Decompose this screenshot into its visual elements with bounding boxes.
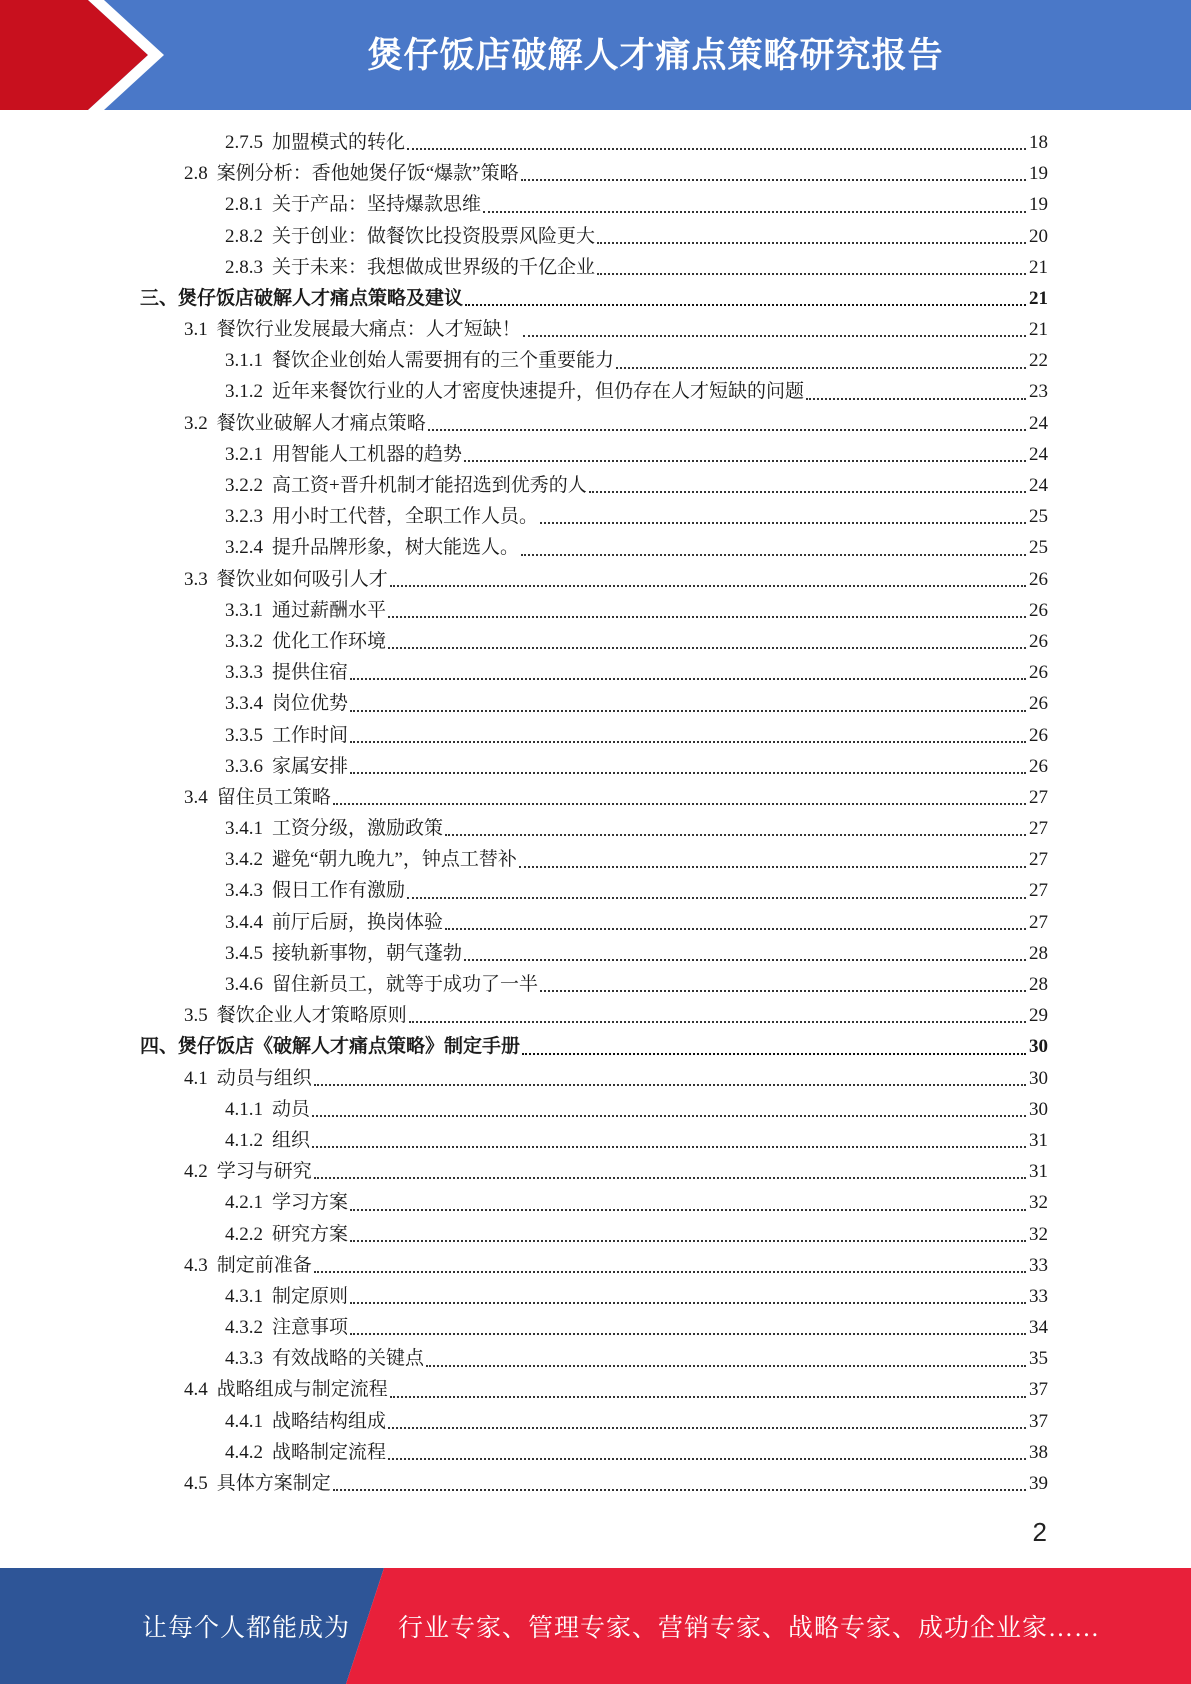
toc-entry-page: 31 xyxy=(1029,1161,1048,1183)
toc-entry[interactable] xyxy=(140,969,1048,1000)
toc-entry-title: 工作时间 xyxy=(272,724,349,746)
toc-entry-page: 26 xyxy=(1029,568,1048,590)
toc-dot-leader xyxy=(616,367,1026,369)
toc-entry[interactable] xyxy=(140,1094,1048,1125)
toc-dot-leader xyxy=(445,834,1026,836)
toc-entry-title: 前厅后厨，换岗体验 xyxy=(272,911,444,933)
toc-entry[interactable] xyxy=(140,314,1048,345)
toc-entry-title: 工资分级，激励政策 xyxy=(272,818,444,840)
toc-entry-page: 27 xyxy=(1029,911,1048,933)
toc-entry-number: 3.3 xyxy=(184,568,208,590)
toc-entry[interactable] xyxy=(140,1375,1048,1406)
toc-entry-title: 动员 xyxy=(272,1098,311,1120)
toc-entry[interactable] xyxy=(140,1031,1048,1062)
toc-entry-number: 4.1.2 xyxy=(225,1129,263,1151)
toc-entry-title: 具体方案制定 xyxy=(216,1473,331,1495)
toc-dot-leader xyxy=(314,1084,1026,1086)
toc-entry-number: 2.8.3 xyxy=(225,256,263,278)
toc-entry-title: 学习与研究 xyxy=(216,1161,312,1183)
toc-dot-leader xyxy=(333,1489,1026,1491)
toc-dot-leader xyxy=(597,242,1026,244)
toc-dot-leader xyxy=(350,772,1026,774)
toc-dot-leader xyxy=(409,1021,1026,1023)
toc-entry-number: 3.1.2 xyxy=(225,381,263,403)
toc-entry-page: 25 xyxy=(1029,506,1048,528)
toc-entry-title: 餐饮行业发展最大痛点：人才短缺！ xyxy=(216,319,521,341)
toc-entry-number: 3.2 xyxy=(184,412,208,434)
toc-entry-number: 3.3.1 xyxy=(225,599,263,621)
toc-entry-number: 3.1 xyxy=(184,319,208,341)
toc-entry-page: 30 xyxy=(1029,1036,1048,1058)
toc-entry-page: 19 xyxy=(1029,163,1048,185)
toc-entry-title: 假日工作有激励 xyxy=(272,880,406,902)
toc-entry[interactable] xyxy=(140,532,1048,563)
footer-banner xyxy=(0,1568,1191,1684)
toc-entry[interactable] xyxy=(140,813,1048,844)
toc-entry-number: 4.3.1 xyxy=(225,1285,263,1307)
toc-dot-leader xyxy=(521,179,1026,181)
toc-entry-title: 接轨新事物，朝气蓬勃 xyxy=(272,942,463,964)
toc-entry[interactable] xyxy=(140,595,1048,626)
toc-entry-number: 4.5 xyxy=(184,1473,208,1495)
toc-entry-page: 35 xyxy=(1029,1348,1048,1370)
toc-entry-number: 4.2 xyxy=(184,1161,208,1183)
toc-entry[interactable] xyxy=(140,189,1048,220)
toc-entry-number: 3.3.6 xyxy=(225,755,263,777)
toc-entry-title: 战略组成与制定流程 xyxy=(216,1379,388,1401)
toc-entry-page: 37 xyxy=(1029,1379,1048,1401)
toc-entry-number: 3.4.1 xyxy=(225,818,263,840)
toc-entry[interactable] xyxy=(140,564,1048,595)
toc-entry-number: 3.2.3 xyxy=(225,506,263,528)
toc-entry-title: 战略结构组成 xyxy=(272,1410,387,1432)
toc-entry-page: 39 xyxy=(1029,1473,1048,1495)
toc-entry-title: 近年来餐饮行业的人才密度快速提升，但仍存在人才短缺的问题 xyxy=(272,381,805,403)
toc-entry-title: 用智能人工机器的趋势 xyxy=(272,443,463,465)
toc-entry-number: 4.4 xyxy=(184,1379,208,1401)
toc-entry[interactable] xyxy=(140,1125,1048,1156)
toc-entry-number: 3.4.6 xyxy=(225,974,263,996)
toc-entry[interactable] xyxy=(140,1281,1048,1312)
toc-entry-number: 2.8 xyxy=(184,163,208,185)
toc-dot-leader xyxy=(589,491,1026,493)
toc-entry-page: 27 xyxy=(1029,849,1048,871)
toc-dot-leader xyxy=(465,304,1026,306)
toc-entry-number: 3.4.3 xyxy=(225,880,263,902)
toc-entry-title: 留住新员工，就等于成功了一半 xyxy=(272,974,539,996)
toc-entry[interactable] xyxy=(140,1187,1048,1218)
toc-entry-number: 4.2.1 xyxy=(225,1192,263,1214)
toc-entry-page: 30 xyxy=(1029,1067,1048,1089)
toc-dot-leader xyxy=(428,429,1026,431)
toc-entry-number: 4.4.2 xyxy=(225,1441,263,1463)
toc-entry[interactable] xyxy=(140,907,1048,938)
toc-dot-leader xyxy=(314,1177,1026,1179)
toc-entry-page: 24 xyxy=(1029,443,1048,465)
toc-entry-page: 34 xyxy=(1029,1317,1048,1339)
toc-entry[interactable] xyxy=(140,345,1048,376)
toc-entry[interactable] xyxy=(140,782,1048,813)
toc-entry-title: 制定原则 xyxy=(272,1285,349,1307)
toc-dot-leader xyxy=(597,273,1026,275)
toc-entry[interactable] xyxy=(140,751,1048,782)
toc-entry-page: 31 xyxy=(1029,1129,1048,1151)
toc-entry[interactable] xyxy=(140,1437,1048,1468)
toc-entry-title: 餐饮业如何吸引人才 xyxy=(216,568,388,590)
toc-entry[interactable] xyxy=(140,938,1048,969)
toc-entry-page: 18 xyxy=(1029,131,1048,153)
toc-entry-page: 20 xyxy=(1029,225,1048,247)
header-banner xyxy=(0,0,1191,110)
toc-entry-number: 3.1.1 xyxy=(225,350,263,372)
toc-entry-page: 24 xyxy=(1029,412,1048,434)
toc-entry-title: 餐饮企业人才策略原则 xyxy=(216,1005,407,1027)
toc-entry-title: 提供住宿 xyxy=(272,662,349,684)
toc-entry-title: 岗位优势 xyxy=(272,693,349,715)
toc-entry-number: 2.8.2 xyxy=(225,225,263,247)
toc-dot-leader xyxy=(483,211,1026,213)
toc-entry[interactable] xyxy=(140,1063,1048,1094)
toc-entry-page: 33 xyxy=(1029,1285,1048,1307)
toc-entry-number: 4.1 xyxy=(184,1067,208,1089)
toc-entry[interactable] xyxy=(140,1219,1048,1250)
toc-entry-page: 32 xyxy=(1029,1223,1048,1245)
toc-entry-title: 研究方案 xyxy=(272,1223,349,1245)
toc-entry-title: 关于未来：我想做成世界级的千亿企业 xyxy=(272,256,596,278)
toc-entry[interactable] xyxy=(140,626,1048,657)
toc-entry-page: 26 xyxy=(1029,662,1048,684)
toc-dot-leader xyxy=(388,1427,1026,1429)
toc-entry[interactable] xyxy=(140,844,1048,875)
toc-entry-page: 38 xyxy=(1029,1441,1048,1463)
toc-entry-number: 3.2.2 xyxy=(225,475,263,497)
toc-dot-leader xyxy=(464,959,1026,961)
toc-entry-page: 29 xyxy=(1029,1005,1048,1027)
toc-entry-title: 提升品牌形象，树大能选人。 xyxy=(272,537,520,559)
toc-entry-page: 26 xyxy=(1029,755,1048,777)
toc-entry[interactable] xyxy=(140,439,1048,470)
toc-entry-number: 4.4.1 xyxy=(225,1410,263,1432)
toc-entry-number: 3.5 xyxy=(184,1005,208,1027)
toc-entry[interactable] xyxy=(140,377,1048,408)
toc-entry-title: 案例分析：香他她煲仔饭“爆款”策略 xyxy=(216,163,519,185)
toc-entry-title: 注意事项 xyxy=(272,1317,349,1339)
toc-entry-number: 3.3.2 xyxy=(225,630,263,652)
toc-entry[interactable] xyxy=(140,1000,1048,1031)
toc-entry-page: 23 xyxy=(1029,381,1048,403)
toc-entry-number: 4.3.3 xyxy=(225,1348,263,1370)
toc-dot-leader xyxy=(314,1271,1026,1273)
toc-entry-number: 4.2.2 xyxy=(225,1223,263,1245)
toc-dot-leader xyxy=(540,990,1026,992)
toc-entry-page: 27 xyxy=(1029,818,1048,840)
toc-entry-page: 21 xyxy=(1029,287,1048,309)
toc-entry-page: 26 xyxy=(1029,599,1048,621)
toc-entry-title: 家属安排 xyxy=(272,755,349,777)
toc-dot-leader xyxy=(350,678,1026,680)
toc-entry-page: 26 xyxy=(1029,724,1048,746)
toc-entry[interactable] xyxy=(140,657,1048,688)
toc-entry-page: 28 xyxy=(1029,974,1048,996)
toc-entry-number: 2.8.1 xyxy=(225,194,263,216)
toc-dot-leader xyxy=(333,803,1026,805)
toc-entry-title: 关于产品：坚持爆款思维 xyxy=(272,194,482,216)
toc-entry[interactable] xyxy=(140,501,1048,532)
toc-entry-title: 组织 xyxy=(272,1129,311,1151)
toc-entry-page: 27 xyxy=(1029,880,1048,902)
toc-entry[interactable] xyxy=(140,127,1048,158)
footer-slogan-left: 让每个人都能成为 xyxy=(142,1615,351,1642)
toc-entry-title: 餐饮企业创始人需要拥有的三个重要能力 xyxy=(272,350,615,372)
toc-entry-page: 26 xyxy=(1029,630,1048,652)
toc-entry-title: 优化工作环境 xyxy=(272,630,387,652)
toc-dot-leader xyxy=(350,1240,1026,1242)
toc-entry-title: 用小时工代替，全职工作人员。 xyxy=(272,506,539,528)
toc-entry-title: 关于创业：做餐饮比投资股票风险更大 xyxy=(272,225,596,247)
toc-dot-leader xyxy=(388,1458,1026,1460)
toc-entry-number: 3.4.5 xyxy=(225,942,263,964)
toc-entry[interactable] xyxy=(140,1156,1048,1187)
toc-entry-page: 19 xyxy=(1029,194,1048,216)
toc-dot-leader xyxy=(350,1209,1026,1211)
toc-entry[interactable] xyxy=(140,876,1048,907)
toc-entry-number: 4.3 xyxy=(184,1254,208,1276)
toc-dot-leader xyxy=(350,1333,1026,1335)
toc-entry-number: 3.2.1 xyxy=(225,443,263,465)
toc-entry-number: 3.3.4 xyxy=(225,693,263,715)
toc-entry-title: 战略制定流程 xyxy=(272,1441,387,1463)
footer-slogan-right: 行业专家、管理专家、营销专家、战略专家、成功企业家…… xyxy=(398,1615,1101,1642)
toc-dot-leader xyxy=(312,1115,1026,1117)
toc-entry-title: 动员与组织 xyxy=(216,1067,312,1089)
toc-entry-page: 21 xyxy=(1029,256,1048,278)
toc-entry-title: 四、煲仔饭店《破解人才痛点策略》制定手册 xyxy=(140,1036,521,1058)
toc-entry-title: 制定前准备 xyxy=(216,1254,312,1276)
toc-entry[interactable] xyxy=(140,221,1048,252)
toc-entry-number: 3.3.5 xyxy=(225,724,263,746)
toc-entry[interactable] xyxy=(140,1468,1048,1499)
toc-entry[interactable] xyxy=(140,283,1048,314)
toc-entry[interactable] xyxy=(140,1343,1048,1374)
toc-entry-title: 避免“朝九晚九”，钟点工替补 xyxy=(272,849,517,871)
toc-dot-leader xyxy=(388,616,1026,618)
toc-entry[interactable] xyxy=(140,1250,1048,1281)
document-title: 煲仔饭店破解人才痛点策略研究报告 xyxy=(367,36,944,76)
toc-entry-number: 4.1.1 xyxy=(225,1098,263,1120)
toc-entry-title: 加盟模式的转化 xyxy=(272,131,406,153)
toc-dot-leader xyxy=(390,1396,1026,1398)
table-of-contents xyxy=(140,127,1048,1499)
toc-entry-page: 30 xyxy=(1029,1098,1048,1120)
toc-dot-leader xyxy=(464,460,1026,462)
toc-dot-leader xyxy=(312,1146,1026,1148)
toc-entry-title: 三、煲仔饭店破解人才痛点策略及建议 xyxy=(140,287,464,309)
toc-entry-title: 通过薪酬水平 xyxy=(272,599,387,621)
toc-dot-leader xyxy=(350,710,1026,712)
toc-entry-page: 26 xyxy=(1029,693,1048,715)
toc-entry-title: 有效战略的关键点 xyxy=(272,1348,425,1370)
toc-entry-number: 3.4 xyxy=(184,786,208,808)
toc-entry-number: 3.2.4 xyxy=(225,537,263,559)
toc-entry-page: 27 xyxy=(1029,786,1048,808)
page-number: 2 xyxy=(1032,1517,1047,1547)
toc-entry-title: 学习方案 xyxy=(272,1192,349,1214)
toc-dot-leader xyxy=(388,647,1026,649)
toc-dot-leader xyxy=(350,741,1026,743)
toc-dot-leader xyxy=(350,1302,1026,1304)
toc-dot-leader xyxy=(407,897,1026,899)
toc-entry[interactable] xyxy=(140,1406,1048,1437)
toc-entry-number: 2.7.5 xyxy=(225,131,263,153)
toc-entry-page: 25 xyxy=(1029,537,1048,559)
toc-entry[interactable] xyxy=(140,252,1048,283)
toc-dot-leader xyxy=(523,335,1026,337)
toc-entry-number: 3.3.3 xyxy=(225,662,263,684)
toc-entry-page: 32 xyxy=(1029,1192,1048,1214)
toc-entry-page: 21 xyxy=(1029,319,1048,341)
toc-entry[interactable] xyxy=(140,1312,1048,1343)
toc-entry-number: 3.4.2 xyxy=(225,849,263,871)
toc-dot-leader xyxy=(445,928,1026,930)
toc-dot-leader xyxy=(540,522,1026,524)
toc-entry-number: 4.3.2 xyxy=(225,1317,263,1339)
toc-entry-title: 高工资+晋升机制才能招选到优秀的人 xyxy=(272,475,587,497)
toc-entry[interactable] xyxy=(140,408,1048,439)
toc-entry-title: 留住员工策略 xyxy=(216,786,331,808)
toc-entry[interactable] xyxy=(140,720,1048,751)
toc-entry-number: 3.4.4 xyxy=(225,911,263,933)
toc-dot-leader xyxy=(522,1053,1026,1055)
toc-dot-leader xyxy=(806,398,1026,400)
toc-dot-leader xyxy=(407,148,1026,150)
toc-entry-title: 餐饮业破解人才痛点策略 xyxy=(216,412,426,434)
toc-dot-leader xyxy=(426,1365,1026,1367)
toc-entry-page: 37 xyxy=(1029,1410,1048,1432)
toc-entry-page: 24 xyxy=(1029,475,1048,497)
toc-entry-page: 33 xyxy=(1029,1254,1048,1276)
toc-entry-page: 22 xyxy=(1029,350,1048,372)
toc-dot-leader xyxy=(521,554,1026,556)
toc-entry[interactable] xyxy=(140,158,1048,189)
toc-entry-page: 28 xyxy=(1029,942,1048,964)
toc-entry[interactable] xyxy=(140,688,1048,719)
toc-dot-leader xyxy=(390,585,1026,587)
toc-entry[interactable] xyxy=(140,470,1048,501)
toc-dot-leader xyxy=(519,866,1026,868)
